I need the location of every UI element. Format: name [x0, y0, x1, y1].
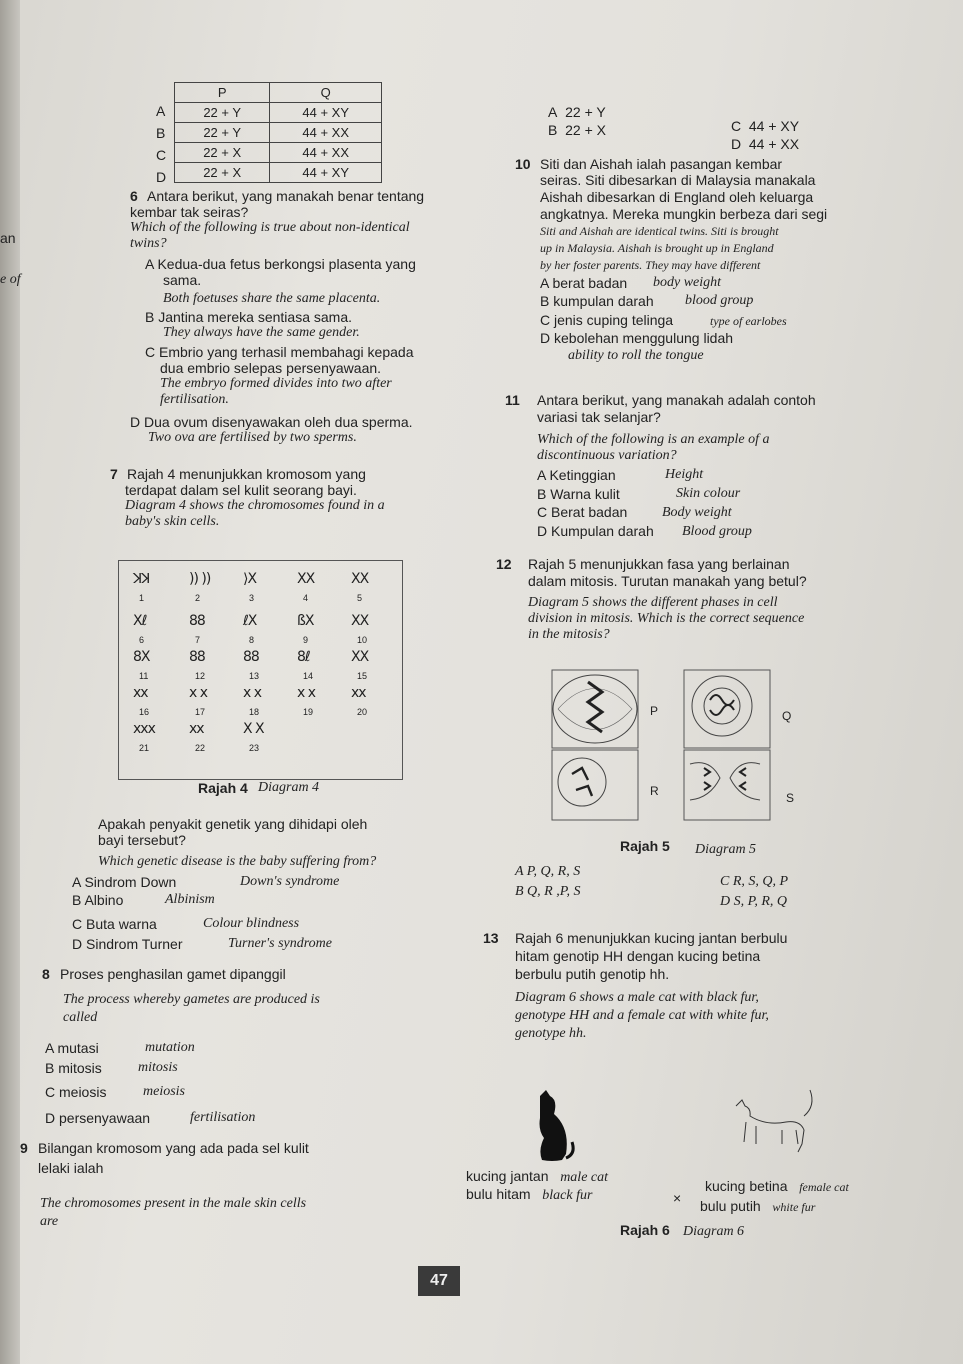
chromosome-number: 8 — [249, 635, 255, 645]
cross-symbol: × — [673, 1190, 682, 1206]
chromosome-number: 1 — [139, 593, 145, 603]
male-cat-label: kucing jantan male cat — [466, 1168, 609, 1185]
chromosome-pair-22: xx — [189, 721, 204, 737]
chromosome-number: 4 — [303, 593, 309, 603]
chromosome-number: 10 — [357, 635, 368, 645]
chromosome-number: 17 — [195, 707, 206, 717]
chromosome-pair-7: 88 — [189, 613, 205, 629]
chromosome-pair-5: XX — [351, 571, 369, 587]
chromosome-pair-6: Xℓ — [133, 613, 147, 629]
chromosome-pair-23: X X — [243, 721, 264, 737]
label-q: Q — [782, 709, 792, 723]
chromosome-number: 5 — [357, 593, 363, 603]
chromosome-pair-17: x x — [189, 685, 208, 701]
cats-diagram — [520, 1086, 840, 1166]
diagram-6-caption-en: Diagram 6 — [683, 1224, 745, 1239]
label-p: P — [650, 704, 659, 718]
chromosome-pair-15: XX — [351, 649, 369, 665]
female-cat-label: kucing betina female cat — [705, 1178, 849, 1194]
page-number: 47 — [418, 1266, 460, 1296]
chromosome-number: 6 — [139, 635, 145, 645]
chromosome-pair-21: xxx — [133, 721, 155, 737]
diagram-4-caption-en: Diagram 4 — [258, 780, 320, 795]
chromosome-pair-10: XX — [351, 613, 369, 629]
chromosome-number: 3 — [249, 593, 255, 603]
mitosis-diagram — [550, 668, 790, 828]
chromosome-pair-19: x x — [297, 685, 316, 701]
diagram-5-caption-en: Diagram 5 — [695, 842, 757, 857]
chromosome-number: 22 — [195, 743, 206, 753]
diagram-5-caption-ms: Rajah 5 — [620, 838, 670, 854]
chromosome-pair-4: XX — [297, 571, 315, 587]
chromosome-number: 12 — [195, 671, 206, 681]
chromosome-number: 9 — [303, 635, 309, 645]
chromosome-pair-1: ꓘꓘ — [133, 571, 150, 587]
chromosome-pair-12: 88 — [189, 649, 205, 665]
chromosome-number: 16 — [139, 707, 150, 717]
col-q: Q — [270, 83, 382, 103]
black-cat — [540, 1090, 574, 1161]
chromosome-number: 15 — [357, 671, 368, 681]
label-s: S — [786, 791, 795, 805]
chromosome-number: 11 — [139, 671, 149, 681]
chromosome-number: 18 — [249, 707, 260, 717]
previous-page-edge — [0, 0, 20, 1364]
chromosome-pair-11: 8X — [133, 649, 150, 665]
white-fur-label: bulu putih white fur — [700, 1198, 816, 1214]
chromosome-pair-14: 8ℓ — [297, 649, 310, 665]
cell-s — [690, 763, 760, 800]
cell-q-frame — [684, 670, 770, 748]
row-letters: A B C D — [156, 103, 167, 185]
cell-p-frame — [552, 670, 638, 748]
karyotype-diagram — [118, 560, 403, 780]
white-cat — [736, 1090, 812, 1152]
chromosome-number: 19 — [303, 707, 314, 717]
chromosome-number: 23 — [249, 743, 260, 753]
chromosome-pair-3: ⟩X — [243, 571, 257, 587]
chromosome-pair-8: ℓX — [243, 613, 257, 629]
cell-r-frame — [552, 750, 638, 820]
diagram-6-caption-ms: Rajah 6 — [620, 1222, 670, 1238]
textbook-page: an e of A B C D P Q 22 + Y 44 + XY 22 + Y 44 + XX 22 + X 44 + XX 22 + X 44 + XY 6 Antara berikut, yang manakah benar tentang kembar tak seiras? Which of the following is true about non-identical twins? A Kedua-dua fetus berkongsi plasenta yang sama. Both foetuses share the same placenta. B Jantina mereka sentiasa sama. They always have the same gender. C Embrio yang terhasil membahagi kepada dua embrio selepas persenyawaan. The embryo formed divides into two after fertilisation. D Dua ovum disenyawakan oleh dua sperma. Two ova are fertilised by two sperms. 7 Rajah 4 menunjukkan kromosom yang terdapat dalam sel kulit seorang bayi. Diagram 4 shows the chromosomes found in a baby's skin cells. ꓘꓘ 1 )) )) 2 ⟩X 3 XX 4 XX 5 Xℓ 6 88 7 ℓX 8 ßX 9 XX 10 8X 11 88 12 88 13 8ℓ 14 XX 15 xx 16 x x 17 x x 18 x x 19 xx 20 xxx 21 xx 22 X X 23 Rajah 4 Diagram 4 Apakah penyakit genetik yang dihidapi oleh bayi tersebut? Which genetic disease is the baby suffering from? A Sindrom Down Down's syndrome B Albino Albinism C Buta warna Colour blindness D Sindrom Turner Turner's syndrome 8 Proses penghasilan gamet dipanggil The process whereby gametes are produced is called A mutasi mutation B mitosis mitosis C meiosis meiosis D persenyawaan fertilisation 9 Bilangan kromosom yang ada pada sel kulit lelaki ialah The chromosomes present in the male skin cells are A 22 + Y B 22 + X C 44 + XY D 44 + XX 10 Siti dan Aishah ialah pasangan kembar seiras. Siti dibesarkan di Malaysia manakala Aishah dibesarkan di England oleh keluarga angkatnya. Mereka mungkin berbeza dari segi Siti and Aishah are identical twins. Siti is brought up in Malaysia. Aishah is brought up in England by her foster parents. They may have different A berat badan body weight B kumpulan darah blood group C jenis cuping telinga type of earlobes D kebolehan menggulung lidah ability to roll the tongue 11 Antara berikut, yang manakah adalah contoh variasi tak selanjar? Which of the following is an example of a discontinuous variation? A Ketinggian Height B Warna kulit Skin colour C Berat badan Body weight D Kumpulan darah Blood group 12 Rajah 5 menunjukkan fasa yang berlainan dalam mitosis. Turutan manakah yang betul? Diagram 5 shows the different phases in cell division in mitosis. Which is the correct sequence in the mitosis? P Q R S Rajah 5 Diagram 5 A P, Q, R, S B Q, R ,P, S C R, S, Q, P D S, P, R, Q 13 Rajah 6 menunjukkan kucing jantan berbulu hitam genotip HH dengan kucing betina berbulu putih genotip hh. Diagram 6 shows a male cat with black fur, genotype HH and a female cat with white fur, genotype hh. kucing jantan male cat bulu hitam black fur × kucing betina female cat bulu putih white fur Rajah 6 Diagram 6 47 — [0, 0, 963, 1364]
chromosome-number: 20 — [357, 707, 368, 717]
cell-r — [558, 758, 606, 806]
chromosome-number: 21 — [139, 743, 150, 753]
chromosome-pair-16: xx — [133, 685, 148, 701]
black-fur-label: bulu hitam black fur — [466, 1186, 593, 1203]
margin-fragment: e of — [0, 272, 21, 287]
margin-fragment: an — [0, 230, 16, 246]
chromosome-number: 2 — [195, 593, 201, 603]
chromosome-number: 13 — [249, 671, 260, 681]
cell-q — [692, 676, 752, 736]
chromosome-number: 14 — [303, 671, 314, 681]
cell-s-frame — [684, 750, 770, 820]
col-p: P — [175, 83, 270, 103]
chromosome-number: 7 — [195, 635, 201, 645]
chromosome-pair-2: )) )) — [189, 571, 211, 587]
chromosome-pair-18: x x — [243, 685, 262, 701]
chromosome-pair-20: xx — [351, 685, 366, 701]
chromosome-pair-13: 88 — [243, 649, 259, 665]
diagram-4-caption-ms: Rajah 4 — [198, 780, 248, 796]
chromosome-pair-9: ßX — [297, 613, 314, 629]
label-r: R — [650, 784, 659, 798]
